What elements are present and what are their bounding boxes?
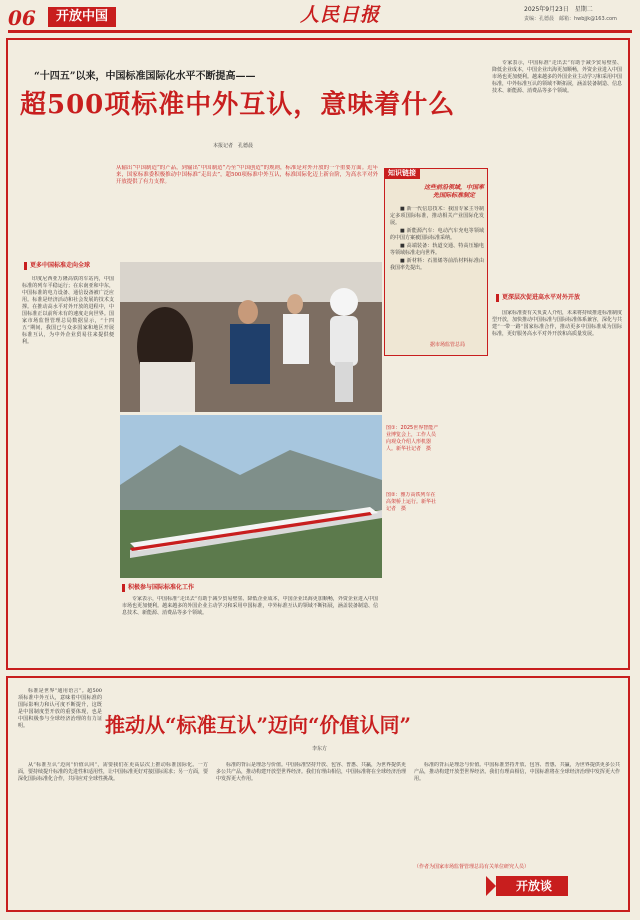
body-col-right-top xyxy=(492,60,622,290)
commentary-col-3 xyxy=(216,762,406,892)
body-paragraph: 标准的背后是理念与价值。中国标准坚持开放、包容、普惠、共赢，为世界提供更多公共产品，推动构建开放型世界经济。我们有理由相信，中国标准将在全球经济治理中发挥更大作用。 xyxy=(216,762,406,782)
column-tag: 开放谈 xyxy=(496,876,568,896)
article-headline: 超500项标准中外互认，意味着什么 xyxy=(20,90,456,120)
body-paragraph: 从“标准互认”迈向“价值认同”，需要我们在更高层次上推动标准国际化。一方面，要持续提升标准的先进性和适用性，让中国标准更好对接国际需求；另一方面，要深化国际标准化合作，共同应对全球性挑战。 xyxy=(18,762,208,782)
column-tag-arrow xyxy=(486,876,496,896)
body-col-right xyxy=(492,310,622,658)
knowledge-item: ■ 新一代信息技术：我国专家主导制定多项国际标准，推动相关产业国际化发展。 xyxy=(390,206,484,226)
section-head-3: 更深层次促进高水平对外开放 xyxy=(496,294,580,302)
body-paragraph: 印度尼西亚万隆高铁的车站内，中国标准的列车平稳运行；在东南亚和中东，中国标准的电力设备、通信设备被广泛应用。标准是经济活动和社会发展的技术支撑。在推动高水平对外开放的进程中，中国标准正以前所未有的速度走向世界。国家市场监督管理总局数据显示，“十四五”期间，我国已与众多国家和地区开展标准互认，为中外企业贸易往来提供便利。 xyxy=(22,276,114,345)
knowledge-list xyxy=(390,206,484,336)
commentary-col-4 xyxy=(414,762,620,862)
header-rule xyxy=(8,30,632,33)
body-paragraph: 标准的背后是理念与价值。中国标准坚持开放、包容、普惠、共赢，为世界提供更多公共产品，推动构建开放型世界经济。我们有理由相信，中国标准将在全球经济治理中发挥更大作用。 xyxy=(414,762,620,782)
body-col-middle xyxy=(122,596,378,658)
robot-expo-illustration xyxy=(120,262,382,412)
knowledge-tag: 知识链接 xyxy=(384,168,420,179)
commentary-byline: 李东方 xyxy=(312,746,328,752)
editor-info: 责编：孔德晨 邮箱：hwbjjk@163.com xyxy=(524,16,617,22)
knowledge-item: ■ 新能源汽车：电动汽车充电等领域的中国方案被国际标准采纳。 xyxy=(390,228,484,241)
section-head-2: 积极参与国际标准化工作 xyxy=(122,584,194,592)
body-paragraph: 专家表示，中国标准“走出去”有助于减少贸易壁垒、降低企业成本，中国企业出海更加顺畅，外资企业进入中国市场也更加便利。越来越多的外国企业主动学习和采用中国标准，中外标准互认的领域不断拓展，涵盖装备制造、信息技术、新能源、消费品等多个领域。 xyxy=(122,596,378,616)
article-lead: 从输出“中国制造”的产品，到输出“中国制造”乃至“中国创造”的规则，标准是对外开放的一个重要方面。近年来，国家标准委积极推动中国标准“走出去”，超500项标准中外互认，标准国际化迈上新台阶，为高水平对外开放提供了有力支撑。 xyxy=(116,165,378,186)
article-byline: 本报记者 孔德晨 xyxy=(213,143,254,149)
issue-date: 2025年9月23日 星期二 xyxy=(524,6,593,13)
knowledge-item: ■ 新材料：石墨烯等前沿材料标准由我国率先提出。 xyxy=(390,258,484,271)
train-illustration xyxy=(120,415,382,578)
commentary-col-2 xyxy=(18,762,208,892)
section-label: 开放中国 xyxy=(48,7,116,27)
photo-caption-2: 图②：雅万高铁列车在高架桥上运行。新华社记者 摄 xyxy=(386,492,437,512)
body-col-left xyxy=(22,276,114,656)
body-paragraph: 专家表示，中国标准“走出去”有助于减少贸易壁垒、降低企业成本，中国企业出海更加顺畅，外资企业进入中国市场也更加便利。越来越多的外国企业主动学习和采用中国标准，中外标准互认的领域不断拓展，涵盖装备制造、信息技术、新能源、消费品等多个领域。 xyxy=(492,60,622,94)
body-paragraph: 国家标准委有关负责人介绍，未来将持续推进标准制度型开放，加快推动中国标准与国际标准体系兼容，深化与共建“一带一路”国家标准合作，推动更多中国标准成为国际标准，更好服务高水平对外开放和高质量发展。 xyxy=(492,310,622,337)
body-paragraph: 标准是世界“通用语言”。超500项标准中外互认，意味着中国标准的国际影响力和认可度不断提升，这既是中国制度型开放的重要体现，也是中国积极参与全球经济治理的有力证明。 xyxy=(18,688,102,729)
knowledge-item: ■ 高端装备：轨道交通、特高压输电等领域标准走向世界。 xyxy=(390,243,484,256)
knowledge-title: 这些前沿领域，中国率先国际标准制定 xyxy=(424,184,485,199)
high-speed-rail-photo xyxy=(120,415,382,578)
knowledge-source: 据市场监管总局 xyxy=(430,342,466,348)
newspaper-logo: 人民日报 xyxy=(300,4,381,26)
commentary-headline: 推动从“标准互认”迈向“价值认同” xyxy=(105,713,412,737)
photo-caption-1: 图①：2025世界智能产业博览会上，工作人员向观众介绍人形机器人。新华社记者 摄 xyxy=(386,425,439,452)
page-number: 06 xyxy=(8,6,36,30)
article-kicker: “十四五”以来，中国标准国际化水平不断提高—— xyxy=(34,71,256,82)
section-head-1: 更多中国标准走向全球 xyxy=(24,262,90,270)
robot-expo-photo xyxy=(120,262,382,412)
commentary-footer-note: （作者为国家市场监督管理总局有关单位研究人员） xyxy=(414,864,530,870)
